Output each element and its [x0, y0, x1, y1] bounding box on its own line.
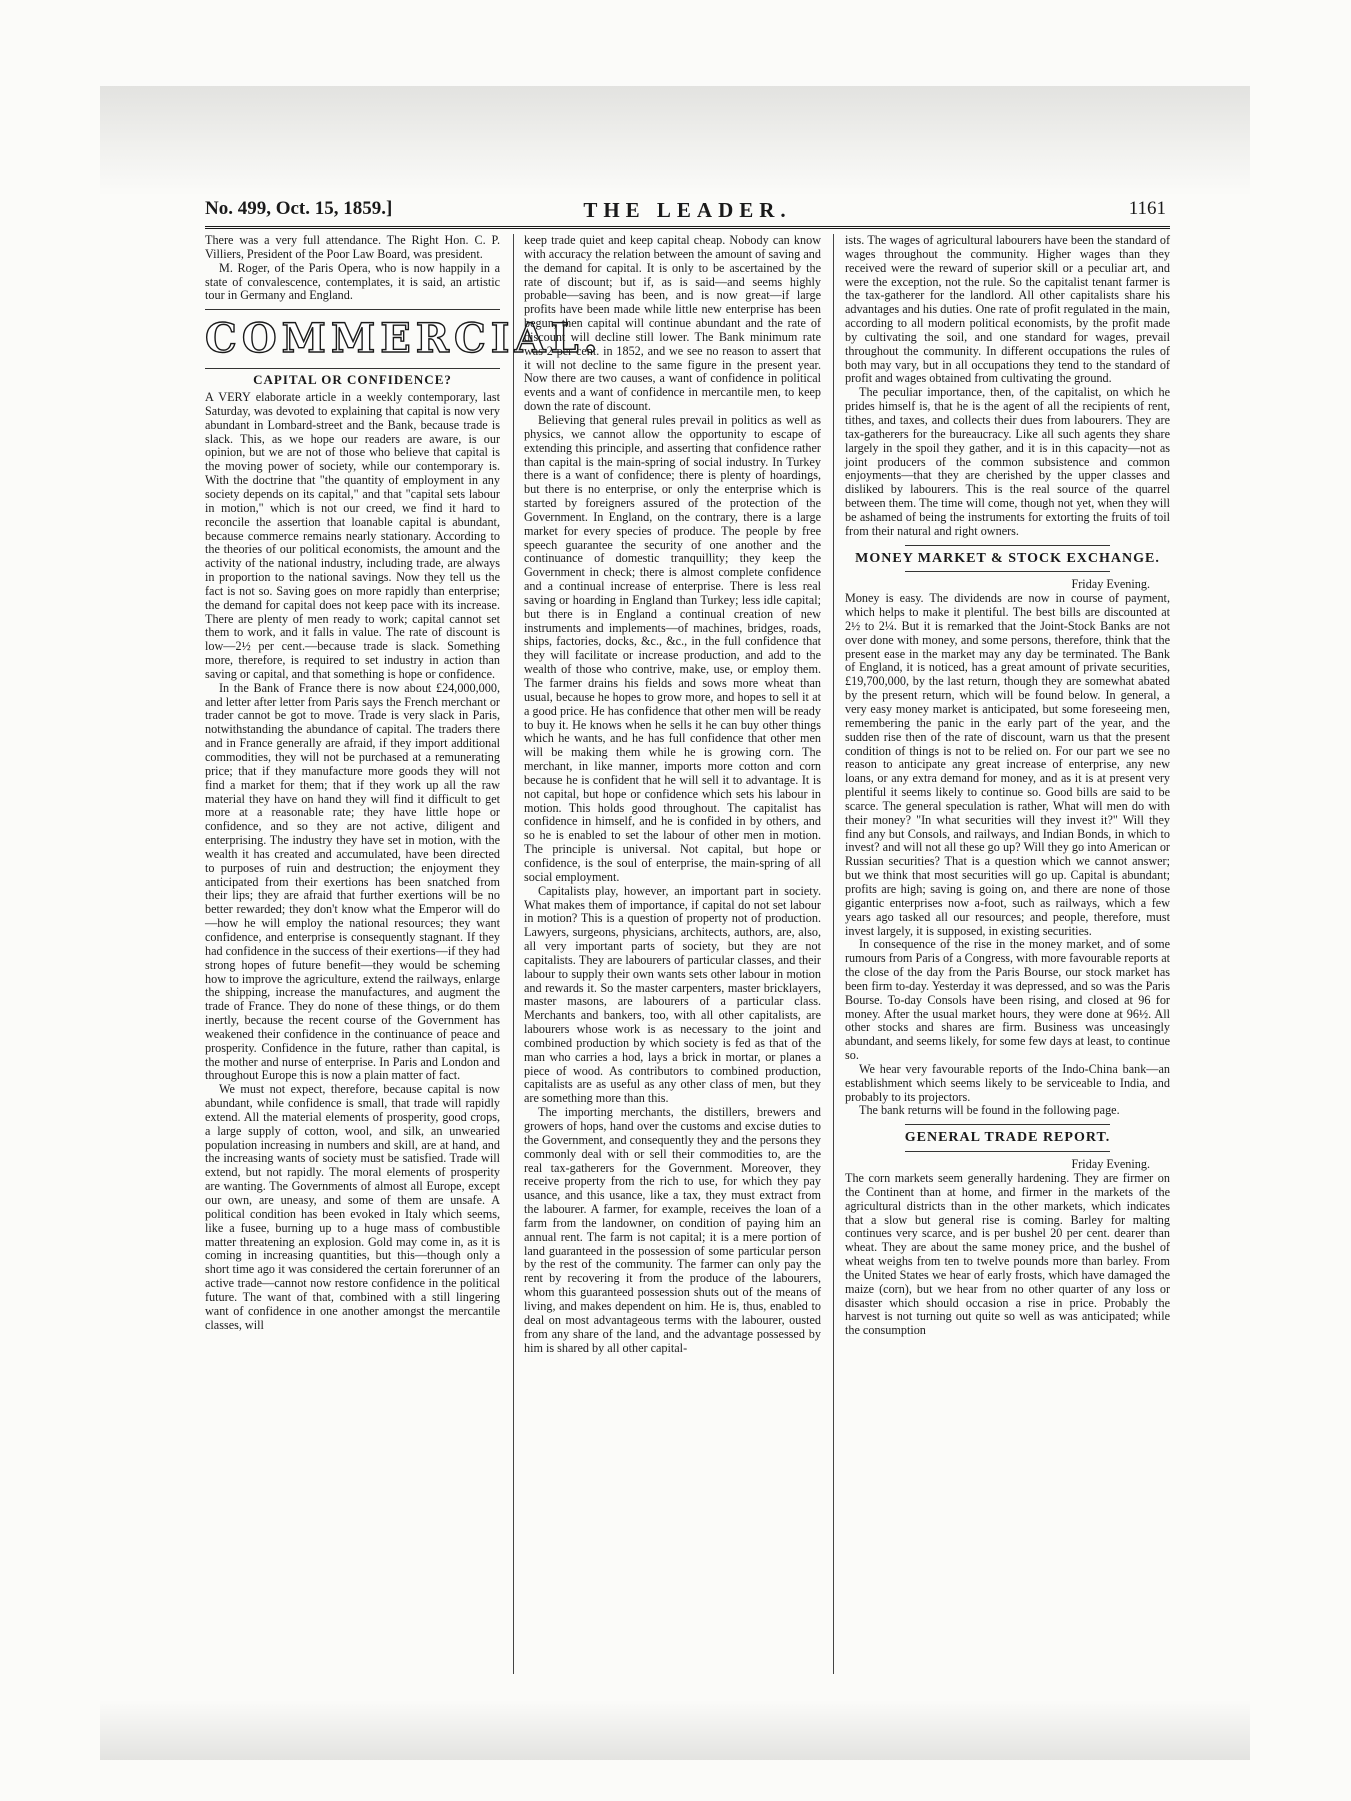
dateline: Friday Evening. [1071, 1157, 1150, 1172]
paragraph: Money is easy. The dividends are now in course of payment, which helps to make it plentiful. The best bills are discounted at 2½ to 2¼. But it is remarked that the Joint-Stock Banks are not over done with money, and some persons, therefore, think that the present ease in the market may any day be terminated. The Bank of England, it is noticed, has a great amount of private securities, £19,700,000, by the last return, though they are somewhat abated by the present return, which will be found below. In general, a very easy money market is anticipated, but some foreseeing men, remembering the panic in the early part of the year, and the sudden rise then of the rate of discount, warn us that the present condition of things is not to be relied on. For our part we see no reason to anticipate any great increase of enterprise, any new loans, or any extra demand for money, and as it is at present very plentiful it seems likely to continue so. Good bills are said to be scarce. The general speculation is rather, What will men do with their money? "In what securities will they invest it?" Will they find any but Consols, and railways, and Indian Bonds, in which to invest? and will not all these go up? Will they go into American or Russian securities? That is a question which we cannot answer; but we think that most securities will go up. Capital is abundant; profits are high; saving is going on, and there are none of those gigantic enterprises now a-foot, such as railways, which a few years ago tasked all our resources; and people, therefore, must invest largely, it is supposed, in existing securities. [845, 591, 1170, 938]
paragraph: A VERY elaborate article in a weekly contemporary, last Saturday, was devoted to explaining that capital is now very abundant in Lombard-street and the Bank, because trade is slack. This, as we hope our readers are aware, is our opinion, but we are not of those who believe that capital is the moving power of society, while our contemporary is. With the doctrine that "the quantity of employment in any society depends on its capital," and that "capital sets labour in motion," which is not our creed, we find it hard to reconcile the assertion that loanable capital is abundant, because commerce remains nearly stationary. According to the theories of our political economists, the amount and the activity of the national industry, including trade, are always in proportion to the national savings. Now they tell us the fact is not so. Saving goes on more rapidly than enterprise; the demand for capital does not keep pace with its increase. There are plenty of men ready to work; capital cannot set them to work, and it falls in value. The rate of discount is low—2½ per cent.—because trade is slack. Something more, therefore, is required to set industry in action than saving or capital, and that something is hope or confidence. [205, 390, 500, 681]
money-market-title: MONEY MARKET & STOCK EXCHANGE. [855, 550, 1160, 566]
dateline: Friday Evening. [1071, 577, 1150, 592]
divider [905, 571, 1110, 572]
divider [905, 1151, 1110, 1152]
paragraph: The importing merchants, the distillers, brewers and growers of hops, hand over the customs and excise duties to the Government, and consequently they and the persons they commonly deal with or sell their commodities to, are the real tax-gatherers for the Government. Moreover, they receive property from the rich to use, for which they pay usance, and this usance, like a tax, they must extract from the labourer. A farmer, for example, receives the loan of a farm from the landowner, on condition of paying him an annual rent. The farm is not capital; it is a mere portion of land guaranteed in the possession of some particular person by the rest of the community. The farmer can only pay the rent by recovering it from the produce of the labourers, whom this guaranteed possession shuts out of the means of living, and makes dependent on him. He is, thus, enabled to deal on most advantageous terms with the labourer, ousted from any share of the land, and the advantage possessed by him is shared by all other capital- [524, 1105, 821, 1355]
paragraph: M. Roger, of the Paris Opera, who is now happily in a state of convalescence, contemplates, it is said, an artistic tour in Germany and England. [205, 260, 500, 303]
page-header [205, 198, 1170, 224]
paragraph: We hear very favourable reports of the Indo-China bank—an establishment which seems likely to be serviceable to India, and probably to its projectors. [845, 1061, 1170, 1104]
paragraph: ists. The wages of agricultural labourers have been the standard of wages throughout the community. Higher wages than they received were the reward of superior skill or a peculiar art, and were the exception, not the rule. So the capitalist tenant farmer is the tax-gatherer for the landlord. All other capitalists share his advantages and his duties. One rate of profit regulated in the main, according to all modern political economists, by the profit made by cultivating the soil, and one standard for wages, prevail throughout the community. In different occupations the rules of both may vary, but in all occupations they tend to the standard of profit and wages obtained from cultivating the ground. [845, 233, 1170, 386]
paragraph: There was a very full attendance. The Right Hon. C. P. Villiers, President of the Poor Law Board, was president. [205, 233, 500, 261]
column-2 [524, 234, 821, 1674]
paragraph: The peculiar importance, then, of the capitalist, on which he prides himself is, that he is the agent of all the recipients of rent, tithes, and taxes, and collects their dues from labourers. They are tax-gatherers for the bureaucracy. Like all such agents they share largely in the spoil they gather, and it is in this capacity—not as joint producers of the common subsistence and common enjoyments—that they are cherished by the upper classes and disliked by labourers. This is the real source of the quarrel between them. The time will come, though not yet, when they will be ashamed of being the instruments for extorting the fruits of toil from their natural and right owners. [845, 385, 1170, 538]
paragraph: keep trade quiet and keep capital cheap. Nobody can know with accuracy the relation between the amount of saving and the demand for capital. It is only to be ascertained by the rate of discount; but if, as is said—and seems highly probable—saving has been, and is now great—if large profits have been made while little new enterprise has been begun, then capital will continue abundant and the rate of discount will decline still lower. The Bank minimum rate was 2 per cent. in 1852, and we see no reason to assert that it will not decline to the same figure in the present year. Now there are two causes, a want of confidence in political events and a want of confidence in mercantile men, to keep down the rate of discount. [524, 233, 821, 414]
paragraph: We must not expect, therefore, because capital is now abundant, while confidence is small, that trade will rapidly extend. All the material elements of prosperity, good crops, a large supply of cotton, wool, and silk, an unwearied population increasing in numbers and skill, are at hand, and the increasing wants of society must be satisfied. Trade will extend, but not rapidly. The moral elements of prosperity are wanting. The Governments of almost all Europe, except our own, are uneasy, and some of them are unsafe. A political condition has been evoked in Italy which seems, like a fusee, burning up to a huge mass of combustible matter threatening an explosion. Gold may come in, as it is coming in increasing quantities, but this—though only a short time ago it was considered the certain forerunner of an active trade—cannot now restore confidence in the political future. The want of that, combined with a still lingering want of confidence in one another amongst the mercantile classes, will [205, 1082, 500, 1332]
divider [205, 368, 500, 369]
trade-report-title: GENERAL TRADE REPORT. [904, 1130, 1111, 1146]
divider [905, 545, 1110, 546]
header-rule [205, 226, 1170, 229]
article-title: CAPITAL OR CONFIDENCE? [253, 372, 452, 388]
paragraph: The corn markets seem generally hardening. They are firmer on the Continent than at home, and firmer in the markets of the agricultural districts than in the other markets, which indicates that a slow but general rise is coming. Barley for malting continues very scarce, and is per bushel 20 per cent. dearer than wheat. They are about the same money price, and the bushel of wheat weighs from ten to twelve pounds more than barley. From the United States we hear of early frosts, which have damaged the maize (corn), but we hear from no other quarter of any loss or disaster which should occasion a rise in price. Probably the harvest is not turning out quite so well as was anticipated; while the consumption [845, 1171, 1170, 1338]
column-3 [845, 234, 1170, 1674]
divider [205, 309, 500, 310]
column-divider [513, 234, 514, 1674]
paragraph: Believing that general rules prevail in politics as well as physics, we cannot allow the opportunity to escape of extending this principle, and asserting that confidence rather than capital is the main-spring of social industry. In Turkey there is a want of confidence; there is plenty of hoardings, but there is no enterprise, or only the enterprise which is started by foreigners assured of the protection of the Government. In England, on the contrary, there is a large market for every species of produce. The people by free speech guarantee the security of one another and the continuance of domestic tranquillity; they keep the Government in check; there is almost complete confidence and a continual increase of enterprise. There is less real saving or hoarding in England than Turkey; less idle capital; but there is in England a continual creation of new instruments and implements—of machines, bridges, roads, ships, factories, docks, &c., &c., in the full confidence that they will facilitate or increase production, and add to the wealth of those who contrive, make, use, or employ them. The farmer drains his fields and sows more wheat than usual, because he hopes to grow more, and hopes to sell it at a good price. He has confidence that other men will be ready to buy it. He knows when he sells it he can buy other things which he wants, and he has full confidence that other men will be making them while he is growing corn. The merchant, in like manner, imports more cotton and corn because he is confident that he will sell it to advantage. It is not capital, but hope or confidence which sets his labour in motion. This holds good throughout. The capitalist has confidence in himself, and he is confided in by others, and so he is enabled to set the labour of other men in motion. The principle is universal. Not capital, but hope or confidence, is the soul of enterprise, the main-spring of all social employment. [524, 412, 821, 884]
newspaper-page [205, 198, 1170, 1703]
page-number: 1161 [1128, 198, 1166, 219]
issue-date: No. 499, Oct. 15, 1859.] [205, 198, 393, 219]
paragraph: The bank returns will be found in the following page. [859, 1103, 1120, 1118]
scan-shadow-top [100, 86, 1250, 196]
column-divider [833, 234, 834, 1674]
paragraph: Capitalists play, however, an important part in society. What makes them of importance, if capital do not set labour in motion? This is a question of property not of production. Lawyers, surgeons, physicians, architects, authors, are, also, all very important parts of society, but they are not capitalists. They are labourers of particular classes, and their labour to supply their own wants sets other labour in motion and rewards it. So the master carpenters, master bricklayers, master masons, are labourers of a particular class. Merchants and bankers, too, with all other capitalists, are labourers whose work is as necessary to the joint and combined production by which society is fed as that of the man who carries a hod, lays a brick in mortar, or planes a piece of wood. As contributors to combined production, capitalists are as useful as any other class of men, but they are something more than this. [524, 883, 821, 1106]
section-title: COMMERCIAL. [205, 315, 603, 363]
scan-shadow-bottom [100, 1700, 1250, 1760]
divider [905, 1124, 1110, 1125]
masthead: THE LEADER. [583, 198, 792, 222]
paragraph: In the Bank of France there is now about £24,000,000, and letter after letter from Paris says the French merchant or trader cannot be got to move. Trade is very slack in Paris, notwithstanding the abundance of capital. The traders there and in France generally are afraid, if they import additional commodities, they will not be purchased at a remunerating price; that if they manufacture more goods they will not find a market for them; that if they work up all the raw material they have on hand they will find it difficult to get more at a reasonable rate; they have little hope or confidence, and so they are not active, diligent and enterprising. The industry they have set in motion, with the wealth it has created and accumulated, have been directed to purposes of ruin and destruction; the enjoyment they anticipated from their exertions has been snatched from their lips; they are afraid that further exertions will be no better rewarded; they don't know what the Emperor will do—how he will employ the national resources; they want confidence, and enterprise is consequently stagnant. If they had confidence in the success of their exertions—if they had strong hopes of future benefit—they would be scheming how to improve the agriculture, extend the railways, enlarge the shipping, increase the manufactures, and augment the trade of France. They do none of these things, or do them inertly, because the recent course of the Government has weakened their confidence in the continuance of peace and prosperity. Confidence in the future, rather than capital, is the mother and nurse of enterprise. In Paris and London and throughout Europe this is now a plain matter of fact. [205, 680, 500, 1083]
column-1 [205, 233, 603, 1674]
paragraph: In consequence of the rise in the money market, and of some rumours from Paris of a Congress, with more favourable reports at the close of the day from the Paris Bourse, our stock market has been firm to-day. Yesterday it was depressed, and so was the Paris Bourse. To-day Consols have been rising, and closed at 96 for money. After the usual market hours, they were done at 96½. All other stocks and shares are firm. Business was unceasingly abundant, and seems likely, for some few days at least, to continue so. [845, 937, 1170, 1063]
